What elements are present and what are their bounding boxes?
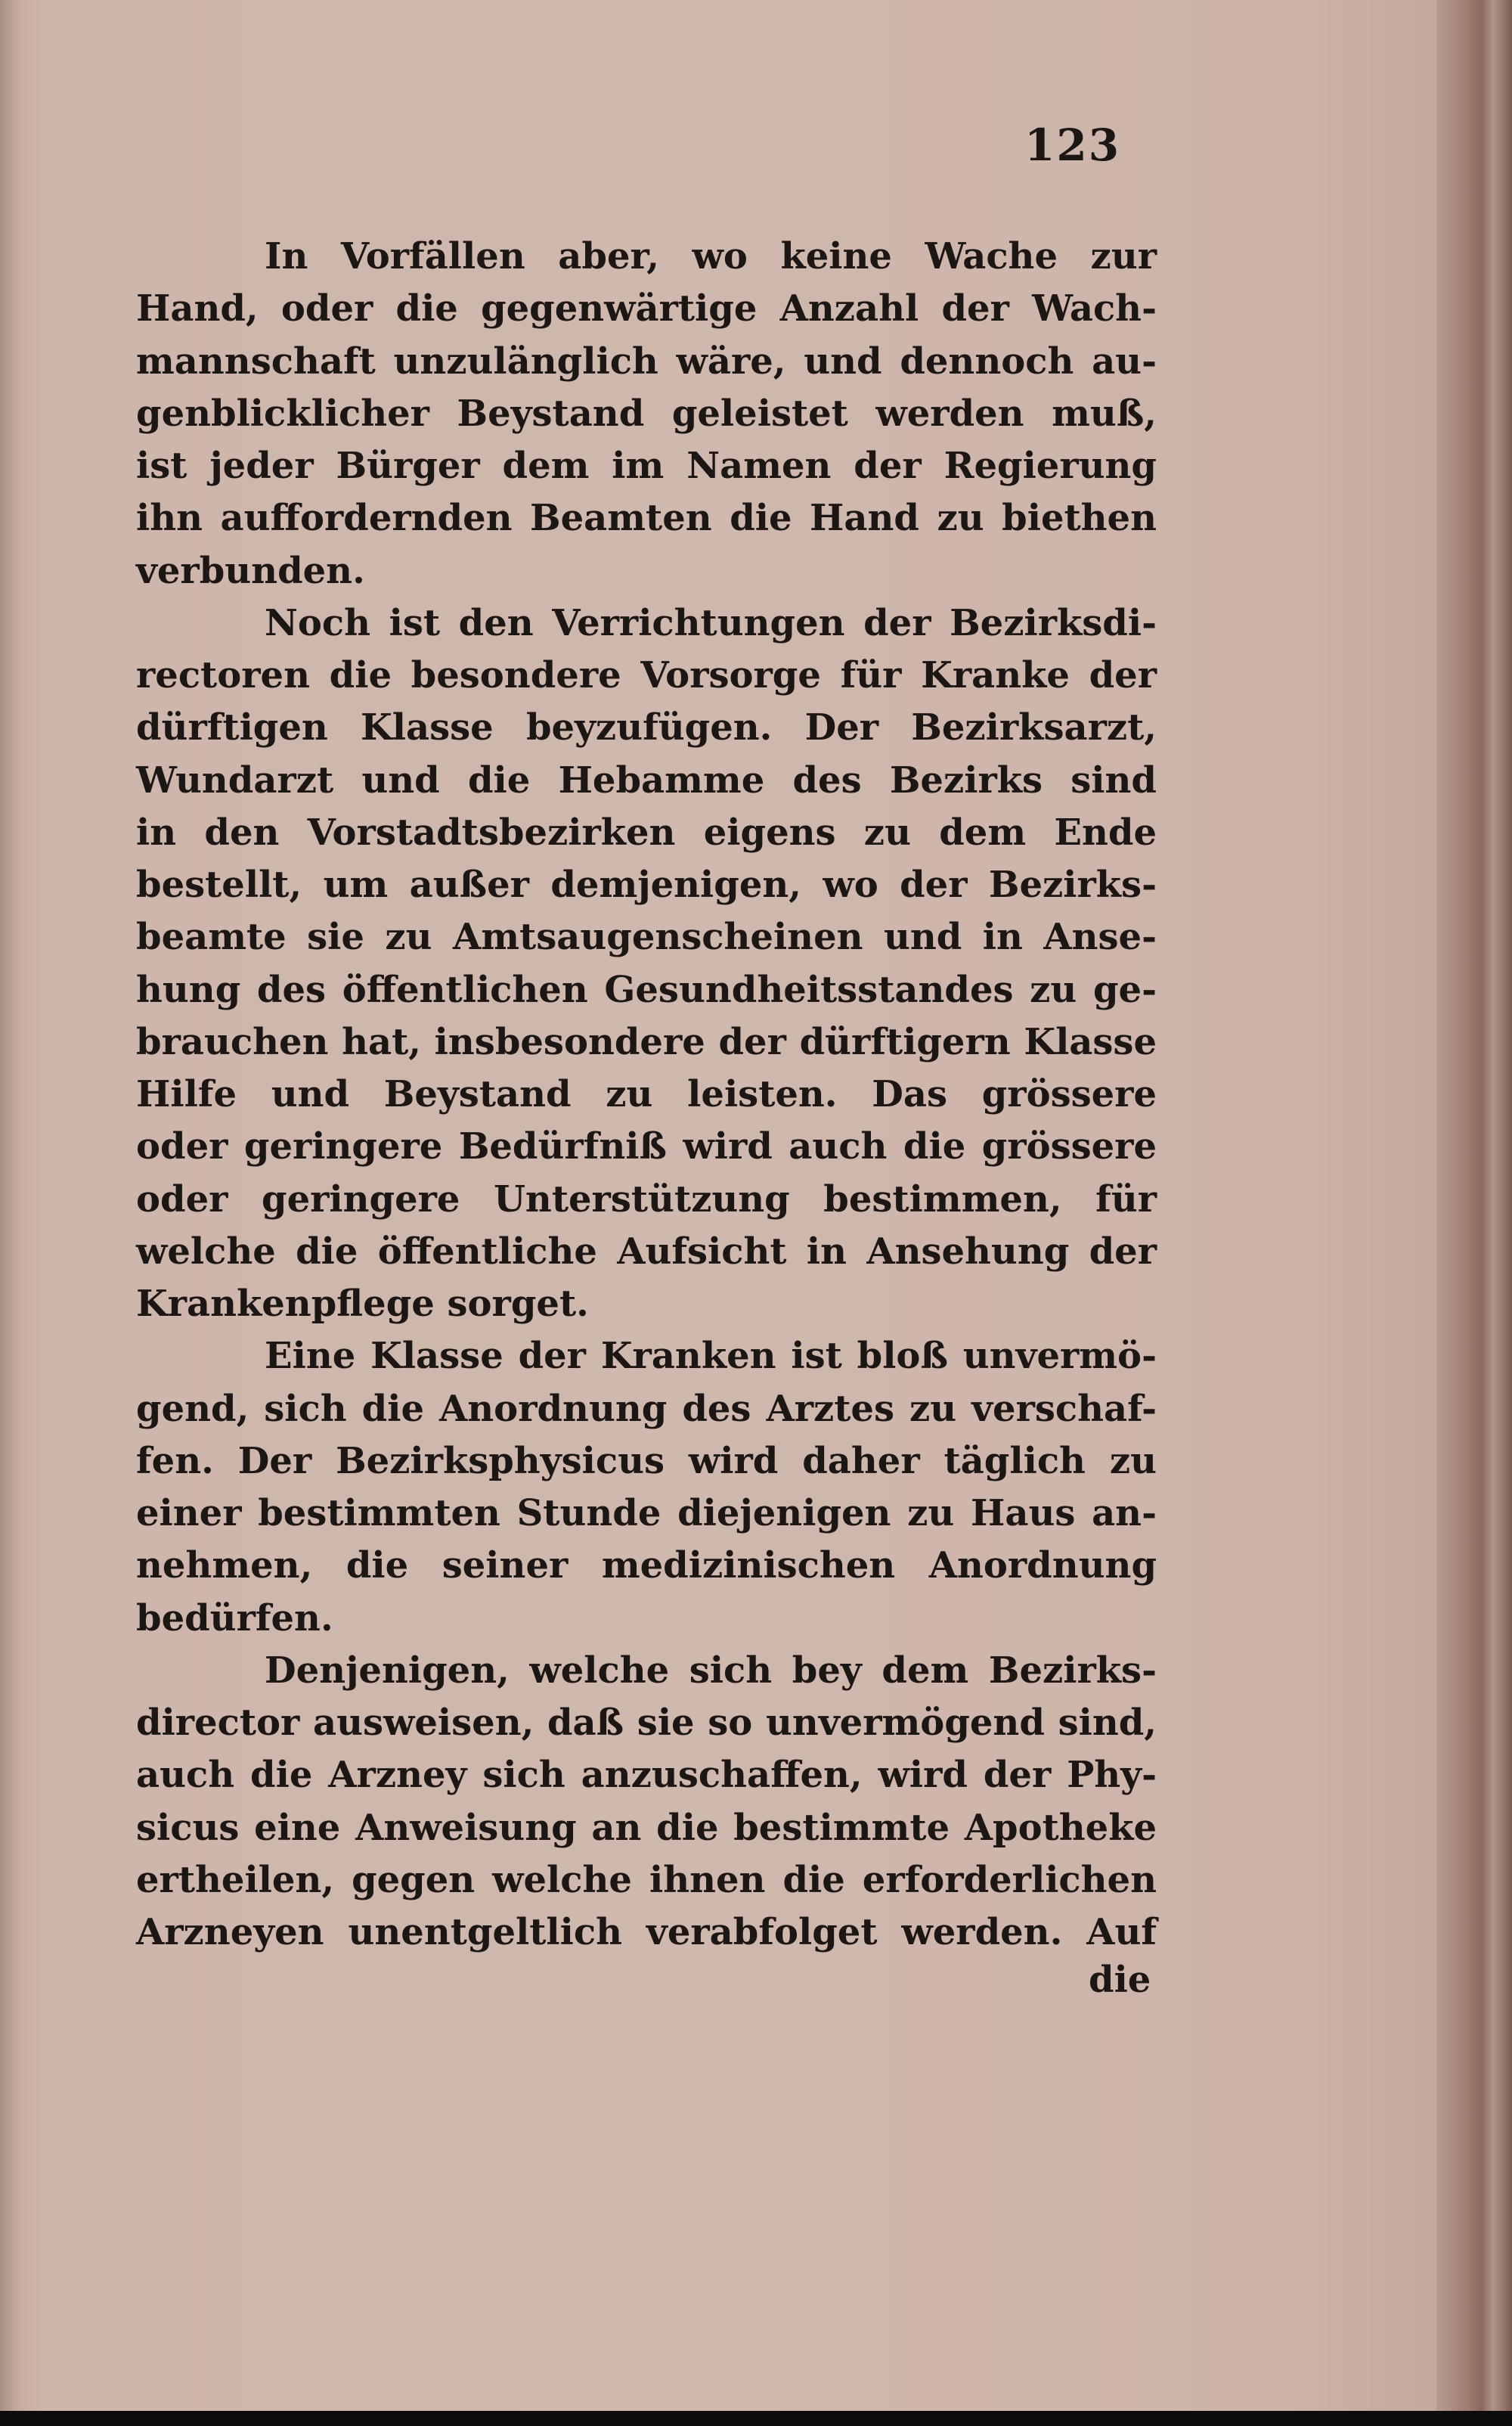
text-line: Eine Klasse der Kranken ist bloß unvermö- (265, 1335, 1157, 1378)
text-line: bedürfen. (136, 1596, 333, 1640)
text-line: In Vorfällen aber, wo keine Wache zur (265, 235, 1157, 278)
text-line: in den Vorstadtsbezirken eigens zu dem Ende (136, 811, 1157, 854)
text-line: sicus eine Anweisung an die bestimmte Apotheke (136, 1806, 1157, 1849)
text-line: ist jeder Bürger dem im Namen der Regierung (136, 445, 1157, 487)
text-line: nehmen, die seiner medizinischen Anordnung (136, 1544, 1157, 1587)
text-line: auch die Arzney sich anzuschaffen, wird der Phy- (136, 1754, 1157, 1797)
text-line: brauchen hat, insbesondere der dürftigern Klasse (136, 1020, 1157, 1063)
text-line: hung des öffentlichen Gesundheitsstandes zu ge- (136, 968, 1157, 1011)
text-line: Wundarzt und die Hebamme des Bezirks sind (136, 759, 1157, 802)
text-line: dürftigen Klasse beyzufügen. Der Bezirksarzt, (136, 706, 1157, 749)
text-line: genblicklicher Beystand geleistet werden muß, (136, 392, 1157, 435)
scan-background (0, 2411, 1512, 2426)
text-line: Hand, oder die gegenwärtige Anzahl der Wach- (136, 287, 1157, 330)
text-line: ertheilen, gegen welche ihnen die erforderlichen (136, 1858, 1157, 1901)
body-text (136, 231, 1157, 1959)
text-line: welche die öffentliche Aufsicht in Ansehung der (136, 1230, 1157, 1273)
text-line: verbunden. (136, 549, 365, 592)
text-line: Hilfe und Beystand zu leisten. Das grössere (136, 1073, 1157, 1115)
book-edge (1436, 0, 1512, 2412)
text-line: oder geringere Bedürfniß wird auch die grössere (136, 1125, 1157, 1168)
text-line: ihn auffordernden Beamten die Hand zu biethen (136, 497, 1157, 540)
text-line: oder geringere Unterstützung bestimmen, für (136, 1177, 1157, 1221)
text-line: bestellt, um außer demjenigen, wo der Bezirks- (136, 864, 1157, 906)
text-line: director ausweisen, daß sie so unvermögend sind, (136, 1702, 1157, 1744)
text-line: Krankenpflege sorget. (136, 1283, 589, 1325)
text-line: rectoren die besondere Vorsorge für Kranke der (136, 654, 1157, 696)
text-line: fen. Der Bezirksphysicus wird daher täglich zu (136, 1439, 1157, 1482)
page-number: 123 (1024, 119, 1121, 171)
catchword: die (1089, 1959, 1151, 2001)
text-line: Arzneyen unentgeltlich verabfolget werden. Auf (136, 1911, 1157, 1953)
text-line: Denjenigen, welche sich bey dem Bezirks- (265, 1649, 1157, 1692)
text-line: einer bestimmten Stunde diejenigen zu Haus an- (136, 1492, 1157, 1534)
text-line: beamte sie zu Amtsaugenscheinen und in Anse- (136, 916, 1157, 959)
text-line: gend, sich die Anordnung des Arztes zu verschaf- (136, 1387, 1157, 1430)
text-line: Noch ist den Verrichtungen der Bezirksdi- (265, 601, 1157, 644)
text-line: mannschaft unzulänglich wäre, und dennoch au- (136, 340, 1157, 383)
